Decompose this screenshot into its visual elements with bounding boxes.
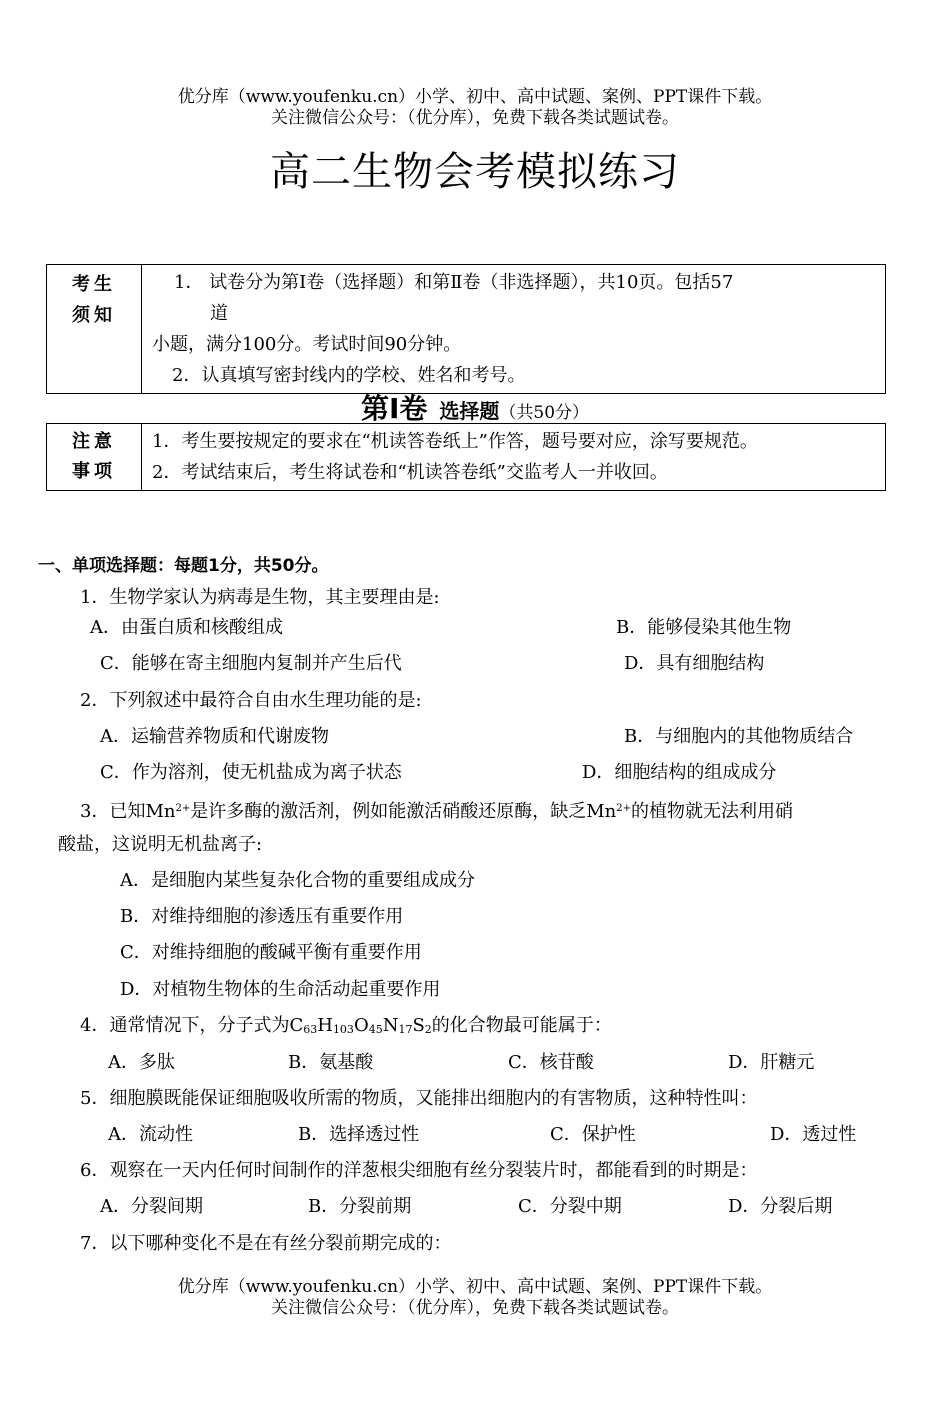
- notice-item-1c: 小题，满分100分。考试时间90分钟。: [152, 334, 462, 355]
- section-volume: 第Ⅰ卷: [360, 392, 428, 425]
- q4-option-d: D．肝糖元: [728, 1052, 815, 1073]
- q2-option-d: D．细胞结构的组成成分: [582, 762, 777, 783]
- notice-box: [46, 264, 886, 394]
- q4-element-s: S: [412, 1015, 425, 1036]
- section-score: （共50分）: [499, 403, 590, 423]
- footer-line-1: 优分库（www.youfenku.cn）小学、初中、高中试题、案例、PPT课件下载。: [177, 1277, 773, 1297]
- q4-option-c: C．核苷酸: [508, 1052, 594, 1073]
- q3-stem-part-2: 是许多酶的激活剂，例如能激活硝酸还原酶，缺乏Mn: [190, 801, 617, 822]
- q4-element-n: N: [382, 1015, 399, 1036]
- q7-stem: 7．以下哪种变化不是在有丝分裂前期完成的：: [80, 1233, 452, 1254]
- q2-option-a: A．运输营养物质和代谢废物: [100, 726, 329, 747]
- q4-option-a: A．多肽: [108, 1052, 175, 1073]
- q4-subscript-h: 103: [332, 1023, 354, 1036]
- q6-stem: 6．观察在一天内任何时间制作的洋葱根尖细胞有丝分裂装片时，都能看到的时期是：: [80, 1160, 758, 1181]
- q3-stem-part-3: 的植物就无法利用硝: [631, 801, 794, 822]
- notice-item-2: 2．认真填写密封线内的学校、姓名和考号。: [172, 365, 526, 386]
- q3-stem: [80, 797, 793, 824]
- attention-box: [46, 423, 886, 491]
- attention-label-line-1: 注意: [72, 431, 116, 452]
- q5-option-b: B．选择透过性: [298, 1124, 420, 1145]
- q1-option-b: B．能够侵染其他生物: [616, 617, 792, 638]
- q3-option-d: D．对植物生物体的生命活动起重要作用: [120, 979, 441, 1000]
- q4-subscript-c: 63: [303, 1023, 318, 1036]
- notice-item-1b: 道: [210, 303, 228, 324]
- q1-stem: 1．生物学家认为病毒是生物，其主要理由是:: [80, 587, 440, 608]
- q6-option-c: C．分裂中期: [518, 1196, 622, 1217]
- q1-option-c: C．能够在寄主细胞内复制并产生后代: [100, 653, 402, 674]
- attention-item-2: 2．考试结束后，考生将试卷和“机读答卷纸”交监考人一并收回。: [152, 462, 668, 483]
- q1-option-a: A．由蛋白质和核酸组成: [90, 617, 283, 638]
- page-title: 高二生物会考模拟练习: [270, 149, 680, 195]
- q3-option-a: A．是细胞内某些复杂化合物的重要组成成分: [120, 870, 475, 891]
- q3-superscript-2: 2+: [616, 803, 632, 814]
- notice-content: [142, 265, 886, 394]
- footer-line-2: 关注微信公众号：（优分库），免费下载各类试题试卷。: [271, 1298, 679, 1318]
- q4-stem-part-1: 4．通常情况下，分子式为C: [80, 1015, 304, 1036]
- notice-item-1a: 1． 试卷分为第Ⅰ卷（选择题）和第Ⅱ卷（非选择题），共10页。包括57: [174, 272, 734, 293]
- notice-label-line-2: 须知: [72, 305, 116, 326]
- q4-subscript-s: 2: [424, 1023, 432, 1036]
- q4-stem-part-2: 的化合物最可能属于：: [431, 1015, 612, 1036]
- q2-stem: 2．下列叙述中最符合自由水生理功能的是:: [80, 690, 422, 711]
- q6-option-a: A．分裂间期: [100, 1196, 203, 1217]
- q5-option-a: A．流动性: [108, 1124, 193, 1145]
- q2-option-b: B．与细胞内的其他物质结合: [624, 726, 854, 747]
- q2-option-c: C．作为溶剂，使无机盐成为离子状态: [100, 762, 402, 783]
- q3-stem-part-1: 3．已知Mn: [80, 801, 176, 822]
- q1-option-d: D．具有细胞结构: [624, 653, 765, 674]
- attention-label: [47, 424, 142, 491]
- q4-stem: [80, 1014, 612, 1042]
- attention-label-line-2: 事项: [72, 461, 116, 482]
- q4-element-h: H: [317, 1015, 333, 1036]
- q3-option-c: C．对维持细胞的酸碱平衡有重要作用: [120, 942, 422, 963]
- q3-option-b: B．对维持细胞的渗透压有重要作用: [120, 906, 404, 927]
- part-heading: 一、单项选择题：每题1分，共50分。: [38, 556, 329, 576]
- attention-item-1: 1．考生要按规定的要求在“机读答卷纸上”作答，题号要对应，涂写要规范。: [152, 431, 758, 452]
- q4-option-b: B．氨基酸: [288, 1052, 374, 1073]
- q6-option-b: B．分裂前期: [308, 1196, 412, 1217]
- q5-option-c: C．保护性: [550, 1124, 636, 1145]
- header-line-2: 关注微信公众号：（优分库），免费下载各类试题试卷。: [271, 108, 679, 128]
- notice-label: [47, 265, 142, 394]
- attention-content: [142, 424, 886, 491]
- q4-element-o: O: [353, 1015, 369, 1036]
- q3-superscript-1: 2+: [175, 803, 191, 814]
- section-type: 选择题: [439, 399, 500, 423]
- q3-stem-line-2: 酸盐，这说明无机盐离子:: [58, 834, 263, 855]
- notice-label-line-1: 考生: [72, 274, 116, 295]
- q4-subscript-o: 45: [368, 1023, 383, 1036]
- q5-option-d: D．透过性: [770, 1124, 857, 1145]
- header-line-1: 优分库（www.youfenku.cn）小学、初中、高中试题、案例、PPT课件下载。: [177, 87, 773, 107]
- q6-option-d: D．分裂后期: [728, 1196, 833, 1217]
- q4-subscript-n: 17: [398, 1023, 413, 1036]
- q5-stem: 5．细胞膜既能保证细胞吸收所需的物质，又能排出细胞内的有害物质，这种特性叫：: [80, 1088, 758, 1109]
